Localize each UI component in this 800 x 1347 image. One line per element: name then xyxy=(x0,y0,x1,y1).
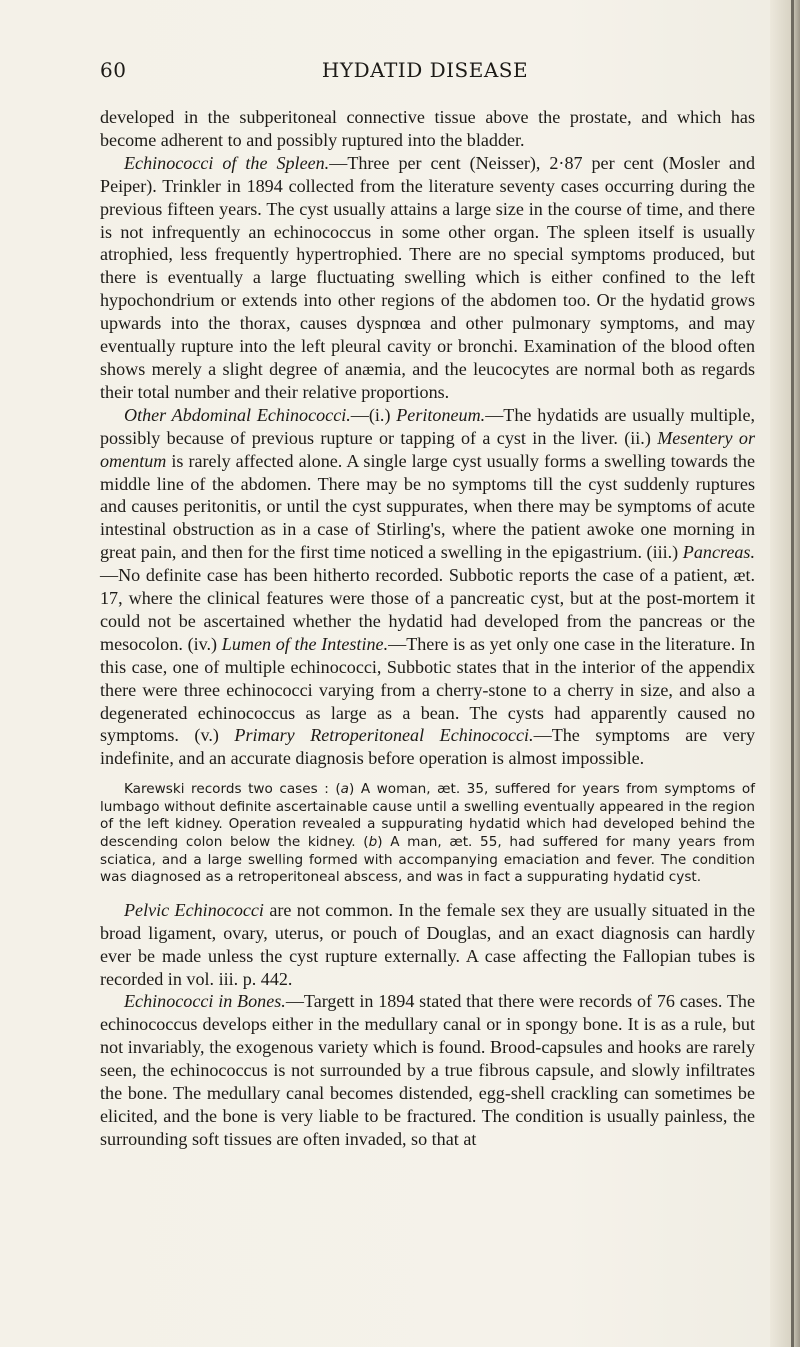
italic-text-segment: Other Abdominal Echinococci. xyxy=(124,404,351,425)
italic-text-segment: Mesentery or omentum xyxy=(100,427,755,471)
text-segment: —Targett in 1894 stated that there were records of 76 cases. The echinococcus develops either in the medullary canal or in spongy bone. It is as a rule, but not invariably, the exogenous variety which is found. Brood-capsules and hooks are rarely seen, the echinococcus is not surrounded by a true fibrous capsule, and slowly infiltrates the bone. The medullary canal becomes distended, egg-shell crackling can sometimes be elicited, and the bone is very liable to be fractured. The condition is usually painless, the surrounding soft tissues are often invaded, so that at xyxy=(100,991,755,1149)
text-segment: Karewski records two cases : ( xyxy=(124,781,341,798)
italic-text-segment: b xyxy=(368,834,378,851)
italic-text-segment: Echinococci of the Spleen. xyxy=(124,152,330,173)
body-paragraph xyxy=(100,990,755,1150)
italic-text-segment: Pelvic Echinococci xyxy=(124,899,264,920)
page-number: 60 xyxy=(100,58,127,82)
text-segment: —The symptoms are very indefinite, and an accurate diagnosis before operation is almost impossible. xyxy=(100,725,755,769)
running-title: HYDATID DISEASE xyxy=(321,58,529,82)
body-paragraph xyxy=(100,106,755,152)
italic-text-segment: Lumen of the Intestine. xyxy=(221,633,389,654)
italic-text-segment: Pancreas. xyxy=(682,542,755,563)
page-header xyxy=(100,58,750,88)
text-segment: —Three per cent (Neisser), 2·87 per cent (Mosler and Peiper). Trinkler in 1894 collected from the literature seventy cases occurring during the previous fifteen years. The cyst usually attains a large size in the course of time, and there is not infrequently an echinococcus in some other organ. The spleen itself is usually atrophied, less frequently hypertrophied. There are no special symptoms produced, but there is eventually a large fluctuating swelling which is either confined to the left hypochondrium or extends into other regions of the abdomen too. Or the hydatid grows upwards into the thorax, causes dyspnœa and other pulmonary symptoms, and may eventually rupture into the left pleural cavity or bronchi. Examination of the blood often shows merely a slight degree of anæmia, and the leucocytes are normal both as regards their total number and their relative proportions. xyxy=(100,152,756,402)
body-paragraph xyxy=(100,899,755,991)
text-segment: is rarely affected alone. A single large cyst usually forms a swelling towards the middle line of the abdomen. There may be no symptoms till the cyst suddenly ruptures and causes peritonitis, or until the cyst suppurates, when there may be symptoms of acute intestinal obstruction as in a case of Stirling's, where the patient awoke one morning in great pain, and then for the first time noticed a swelling in the epigastrium. (iii.) xyxy=(100,450,755,563)
body-text xyxy=(100,106,755,1151)
page-edge-line xyxy=(791,0,794,1347)
page-edge xyxy=(770,0,800,1347)
text-segment: —There is as yet only one case in the literature. In this case, one of multiple echinococci, Subbotic states that in the interior of the appendix there were three echinococci varying from a cherry-stone to a cherry in size, and also a degenerated echinococcus as large as a bean. The cysts had apparently caused no symptoms. (v.) xyxy=(100,633,755,746)
text-segment: ) A man, æt. 55, had suffered for many years from sciatica, and a large swelling formed with accompanying emaciation and fever. The condition was diagnosed as a retroperitoneal abscess, and was in fact a suppurating hydatid cyst. xyxy=(100,834,755,886)
text-segment: are not common. In the female sex they are usually situated in the broad ligament, ovary, uterus, or pouch of Douglas, and an exact diagnosis can hardly ever be made unless the cyst rupture externally. A case affecting the Fallopian tubes is recorded in vol. iii. p. 442. xyxy=(100,899,755,989)
text-segment: —No definite case has been hitherto recorded. Subbotic reports the case of a patient, æt. 17, where the clinical features were those of a pancreatic cyst, but at the post-mortem it could not be ascertained whether the hydatid had developed from the pancreas or the mesocolon. (iv.) xyxy=(100,565,755,654)
case-note-paragraph xyxy=(100,781,755,887)
italic-text-segment: Primary Retroperitoneal Echinococci. xyxy=(234,725,534,746)
text-segment: ) A woman, æt. 35, suffered for years from symptoms of lumbago without definite ascertainable cause until a swelling eventually appeared in the region of the left kidney. Operation revealed a suppurating hydatid which had developed behind the descending colon below the kidney. ( xyxy=(100,781,755,851)
italic-text-segment: Echinococci in Bones. xyxy=(124,991,286,1012)
body-paragraph xyxy=(100,152,755,404)
text-segment: developed in the subperitoneal connective tissue above the prostate, and which has become adherent to and possibly ruptured into the bladder. xyxy=(100,107,755,150)
italic-text-segment: Peritoneum. xyxy=(396,404,486,425)
body-paragraph xyxy=(100,404,755,771)
text-segment: —The hydatids are usually multiple, possibly because of previous rupture or tapping of a cyst in the liver. (ii.) xyxy=(100,404,756,448)
italic-text-segment: a xyxy=(340,781,349,798)
text-segment: —(i.) xyxy=(350,404,397,425)
